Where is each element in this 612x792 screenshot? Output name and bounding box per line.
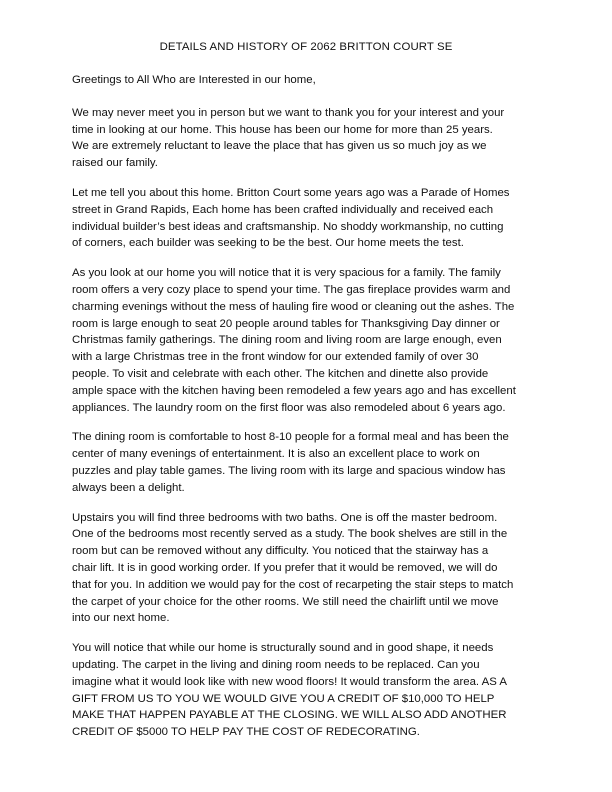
text-line: street in Grand Rapids, Each home has been crafted individually and received each: [72, 203, 494, 216]
text-line: time in looking at our home. This house has been our home for more than 25 years.: [72, 123, 493, 136]
paragraph-upstairs: [72, 510, 544, 628]
text-line: GIFT FROM US TO YOU WE WOULD GIVE YOU A CREDIT OF $10,000 TO HELP: [72, 692, 495, 705]
paragraph-about-home: [72, 185, 544, 252]
text-line: room offers a very cozy place to spend your time. The gas fireplace provides warm and: [72, 283, 511, 296]
text-line: the carpet of your choice for the other rooms. We still need the chairlift until we move: [72, 595, 499, 608]
paragraph-thanks: [72, 105, 544, 172]
paragraph-spacious: [72, 265, 544, 416]
text-line: always been a delight.: [72, 481, 185, 494]
text-line: puzzles and play table games. The living room with its large and spacious window has: [72, 464, 506, 477]
page-title: DETAILS AND HISTORY OF 2062 BRITTON COURT SE: [159, 41, 453, 53]
text-line: with a large Christmas tree in the front window for our extended family of over 30: [72, 351, 479, 364]
text-line: that for you. In addition we would pay for the cost of recarpeting the stair steps to match: [72, 578, 514, 591]
paragraph-updating: [72, 640, 544, 741]
text-line: appliances. The laundry room on the first floor was also remodeled about 6 years ago.: [72, 401, 506, 414]
text-line: As you look at our home you will notice that it is very spacious for a family. The family: [72, 267, 501, 280]
text-line: You will notice that while our home is structurally sound and in good shape, it needs: [72, 642, 494, 655]
text-line: MAKE THAT HAPPEN PAYABLE AT THE CLOSING. WE WILL ALSO ADD ANOTHER: [72, 709, 507, 722]
text-line: ample space with the kitchen having been remodeled a few years ago and has excellent: [72, 384, 516, 397]
text-line: Upstairs you will find three bedrooms with two baths. One is off the master bedroom.: [72, 511, 498, 524]
text-line: Christmas family gatherings. The dining room and living room are large enough, even: [72, 334, 502, 347]
text-line: We may never meet you in person but we want to thank you for your interest and your: [72, 106, 505, 119]
text-line: One of the bedrooms most recently served as a study. The book shelves are still in the: [72, 528, 508, 541]
text-line: room but can be removed without any difficulty. You noticed that the stairway has a: [72, 545, 489, 558]
text-line: chair lift. It is in good working order. If you prefer that it would be removed, we will do: [72, 561, 498, 574]
text-line: charming evenings without the mess of hauling fire wood or cleaning out the ashes. The: [72, 300, 515, 313]
letter-body: [72, 72, 544, 754]
text-line: center of many evenings of entertainment. It is also an excellent place to work on: [72, 448, 480, 461]
text-line: individual builder’s best ideas and craftsmanship. No shoddy workmanship, no cutting: [72, 220, 504, 233]
text-line: people. To visit and celebrate with each other. The kitchen and dinette also provide: [72, 367, 489, 380]
text-line: The dining room is comfortable to host 8-10 people for a formal meal and has been the: [72, 431, 509, 444]
text-line: updating. The carpet in the living and dining room needs to be replaced. Can you: [72, 658, 480, 671]
text-line: into our next home.: [72, 612, 170, 625]
text-line: imagine what it would look like with new wood floors! It would transform the area. AS A: [72, 675, 507, 688]
greeting: Greetings to All Who are Interested in our home,: [72, 74, 316, 86]
text-line: room is large enough to seat 20 people around tables for Thanksgiving Day dinner or: [72, 317, 500, 330]
text-line: We are extremely reluctant to leave the place that has given us so much joy as we: [72, 140, 487, 153]
text-line: Let me tell you about this home. Britton Court some years ago was a Parade of Homes: [72, 186, 510, 199]
paragraph-dining-room: [72, 429, 544, 496]
text-line: of corners, each builder was seeking to be the best. Our home meets the test.: [72, 237, 464, 250]
text-line: raised our family.: [72, 157, 158, 170]
text-line: CREDIT OF $5000 TO HELP PAY THE COST OF REDECORATING.: [72, 726, 420, 739]
